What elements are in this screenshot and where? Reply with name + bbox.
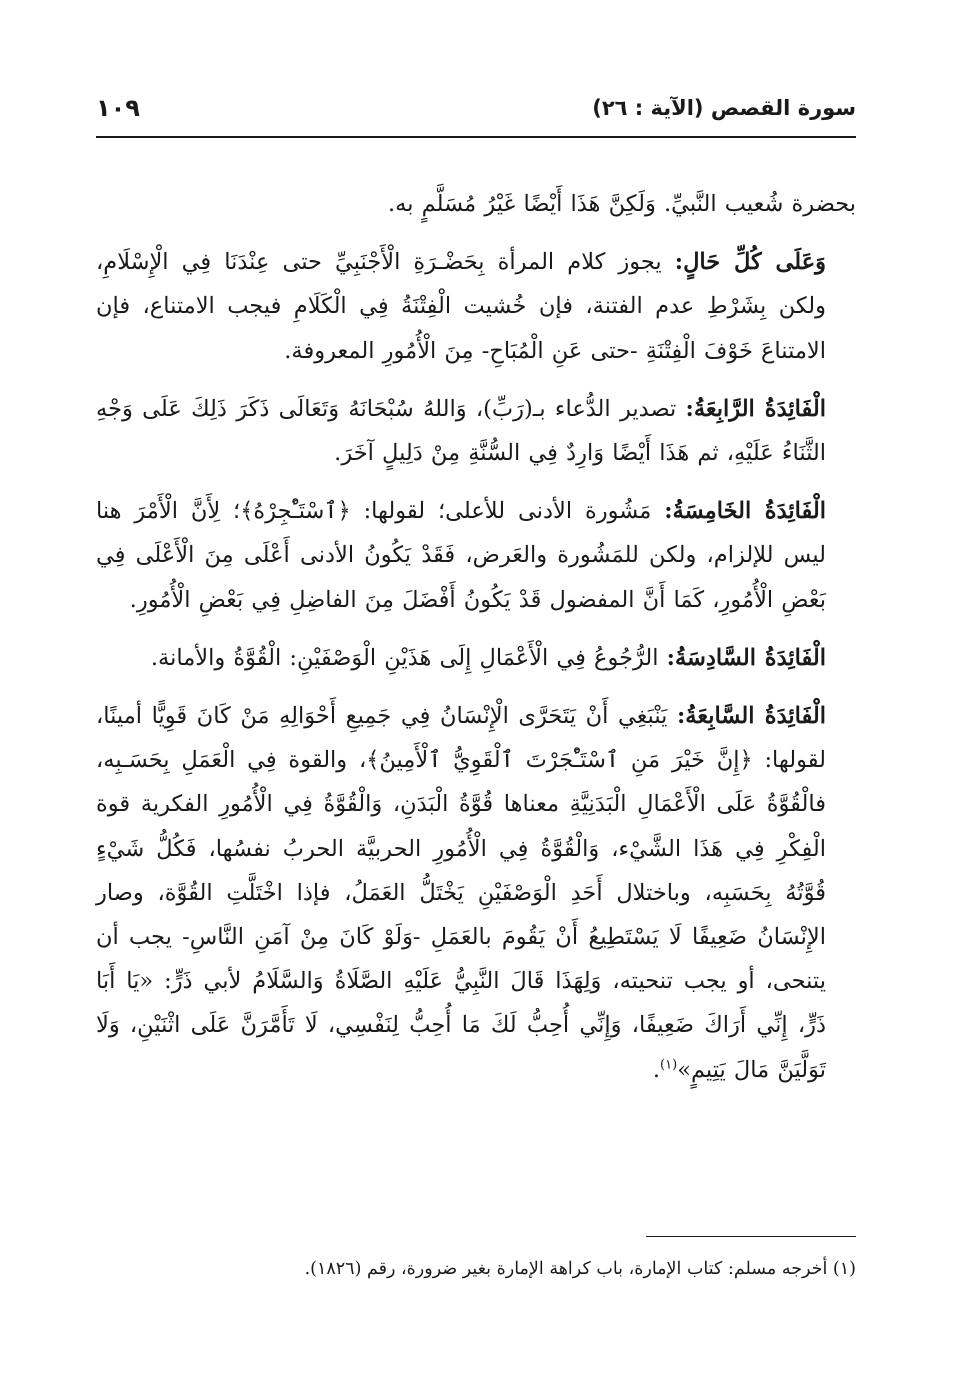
paragraph-text: يجوز كلام المرأة بِحَضْـرَةِ الْأَجْنَبِيِّ حتى عِنْدَنَا فِي الْإِسْلَامِ، ولكن بِشَرْطِ عدم الفتنة، فإن خُشيت الْفِتْنَةُ فِي الْكَلَامِ فيجب الامتناع، فإن الامتناعَ خَوْفَ الْفِتْنَةِ -حتى عَنِ الْمُبَاحِ- مِنَ الْأُمُورِ المعروفة.	[96, 249, 826, 364]
paragraph-lead: الْفَائِدَةُ الخَامِسَةُ:	[664, 498, 826, 525]
paragraph-text: بحضرة شُعيب النَّبيِّ. وَلَكِنَّ هَذَا أَيْضًا غَيْرُ مُسَلَّمٍ به.	[388, 191, 856, 217]
paragraph-lead: الْفَائِدَةُ الرَّابِعَةُ:	[685, 395, 826, 422]
running-title: سورة القصص (الآية : ٢٦)	[592, 96, 856, 120]
paragraph	[96, 694, 856, 1092]
paragraph	[96, 489, 856, 622]
paragraph	[96, 387, 856, 475]
paragraph	[96, 636, 856, 680]
paragraph-text: يَنْبَغِي أَنْ يَتَحَرَّى الْإِنْسَانُ فِي جَمِيعِ أَحْوَالِهِ مَنْ كَانَ قَوِيًّا أمينًا، لقولها: ﴿إِنَّ خَيْرَ مَنِ ٱسْتَـْٔجَرْتَ ٱلْقَوِيُّ ٱلْأَمِينُ﴾، والقوة فِي الْعَمَلِ بِحَسَـبِه، فالْقُوَّةُ عَلَى الْأَعْمَالِ الْبَدَنِيَّةِ معناها قُوَّةُ الْبَدَنِ، وَالْقُوَّةُ فِي الْأُمُورِ الفكرية قوة الْفِكْرِ فِي هَذَا الشَّيْء، وَالْقُوَّةُ فِي الْأُمُورِ الحربيَّة الحربُ نفسُها، فَكُلُّ شَيْءٍ قُوَّتُهُ بِحَسَبِه، وباختلال أَحَدِ الْوَصْفَيْنِ يَخْتَلُّ العَمَلُ، فإذا اخْتَلَّتِ القُوَّة، وصار الإِنْسَانُ ضَعِيفًا لَا يَسْتَطِيعُ أَنْ يَقُومَ بالعَمَلِ -وَلَوْ كَانَ مِنْ آمَنِ النَّاسِ- يجب أن يتنحى، أو يجب تنحيته، وَلِهَذَا قَالَ النَّبِيُّ عَلَيْهِ الصَّلَاةُ وَالسَّلَامُ لأبي ذَرٍّ: «يَا أَبَا ذَرٍّ، إِنِّي أَرَاكَ ضَعِيفًا، وَإِنِّي أُحِبُّ لَكَ مَا أُحِبُّ لِنَفْسِي، لَا تَأَمَّرَنَّ عَلَى اثْنَيْنِ، وَلَا تَوَلَّيَنَّ مَالَ يَتِيمٍ»	[96, 703, 826, 1083]
paragraph-text: تصدير الدُّعاء بـ(رَبِّ)، وَاللهُ سُبْحَانَهُ وَتَعَالَى ذَكَرَ ذَلِكَ عَلَى وَجْهِ الثَّنَاءُ عَلَيْهِ، ثم هَذَا أَيْضًا وَارِدٌ فِي السُّنَّةِ مِنْ دَلِيلٍ آخَرَ.	[96, 395, 826, 467]
paragraph-text: الرُّجُوعُ فِي الْأَعْمَالِ إِلَى هَذَيْنِ الْوَصْفَيْنِ: الْقُوَّةُ والأمانة.	[150, 644, 667, 671]
paragraph-lead: الْفَائِدَةُ السَّادِسَةُ:	[666, 644, 826, 671]
footnote-reference: (١)	[660, 1057, 678, 1073]
footnote: (١) أخرجه مسلم: كتاب الإمارة، باب كراهة الإمارة بغير ضرورة، رقم (١٨٢٦).	[304, 1259, 856, 1279]
paragraph-lead: الْفَائِدَةُ السَّابِعَةُ:	[677, 703, 826, 730]
page-header	[96, 92, 856, 132]
paragraph-text: مَشُورة الأدنى للأعلى؛ لقولها: ﴿ٱسْتَـْٔجِرْهُ﴾؛ لِأَنَّ الْأَمْرَ هنا ليس للإلزام، ولكن للمَشُورة والعَرض، فَقَدْ يَكُونُ الأدنى أَعْلَى مِنَ الْأَعْلَى فِي بَعْضِ الْأُمُورِ، كَمَا أَنَّ المفضول قَدْ يَكُونُ أَفْضَلَ مِنَ الفاضِلِ فِي بَعْضِ الْأُمُورِ.	[96, 498, 826, 613]
main-text	[96, 182, 856, 1092]
paragraph-lead: وَعَلَى كُلِّ حَالٍ:	[674, 249, 826, 276]
paragraph-end: .	[652, 1056, 661, 1083]
paragraph	[96, 240, 856, 373]
paragraph	[96, 182, 856, 226]
footnote-rule	[646, 1236, 856, 1237]
header-rule	[96, 136, 856, 138]
page-number: ١٠٩	[96, 94, 140, 122]
